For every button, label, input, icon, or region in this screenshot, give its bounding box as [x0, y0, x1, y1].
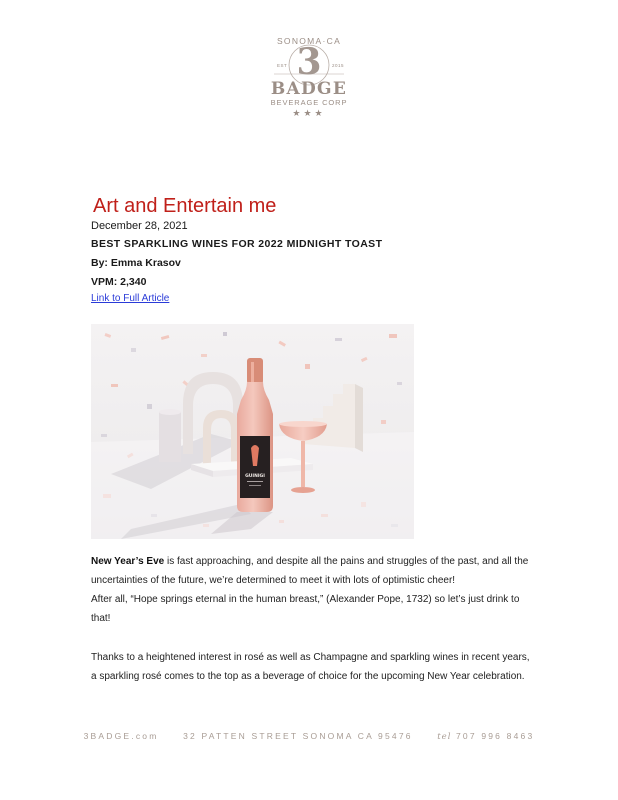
article-headline: BEST SPARKLING WINES FOR 2022 MIDNIGHT TOAST [91, 238, 383, 250]
footer-tel-label: tel [437, 732, 452, 742]
logo-est-text: EST [277, 63, 288, 68]
logo-stars-icon: ★★★ [292, 108, 326, 118]
bottle-label-text: GUINIGI [245, 474, 265, 479]
product-photo [91, 324, 414, 539]
article-byline: By: Emma Krasov [91, 257, 181, 269]
footer-website: 3BADGE.com [83, 731, 159, 741]
paragraph-1-text: is fast approaching, and despite all the pains and struggles of the past, and all the uncertainties of the future, we’re determined to meet it with lots of optimistic cheer! [91, 556, 529, 586]
article-vpm: VPM: 2,340 [91, 276, 147, 288]
logo-name: BADGE [270, 79, 348, 99]
three-badge-logo [260, 36, 358, 128]
body-paragraph-1 [91, 552, 531, 628]
logo-location-text: SONOMA·CA [276, 36, 342, 46]
logo-corp-text: BEVERAGE CORP [270, 98, 348, 107]
rose-bottle-photo [91, 324, 414, 539]
footer-phone: 707 996 8463 [455, 731, 535, 741]
logo-year-text: 2015 [331, 63, 344, 68]
letterhead-footer [0, 731, 618, 742]
full-article-link[interactable]: Link to Full Article [91, 293, 170, 304]
body-paragraph-2: Thanks to a heightened interest in rosé as well as Champagne and sparkling wines in recent years, a sparkling rosé comes to the top as a beverage of choice for the upcoming New Year celebration. [91, 652, 530, 682]
logo-number: 3 [296, 41, 322, 83]
article-date: December 28, 2021 [91, 220, 188, 232]
paragraph-1-line2: After all, “Hope springs eternal in the human breast,” (Alexander Pope, 1732) so let’s just drink to that! [91, 594, 520, 624]
outlet-title: Art and Entertain me [93, 195, 277, 217]
event-name: New Year’s Eve [91, 556, 165, 567]
footer-address: 32 PATTEN STREET SONOMA CA 95476 [183, 731, 413, 741]
